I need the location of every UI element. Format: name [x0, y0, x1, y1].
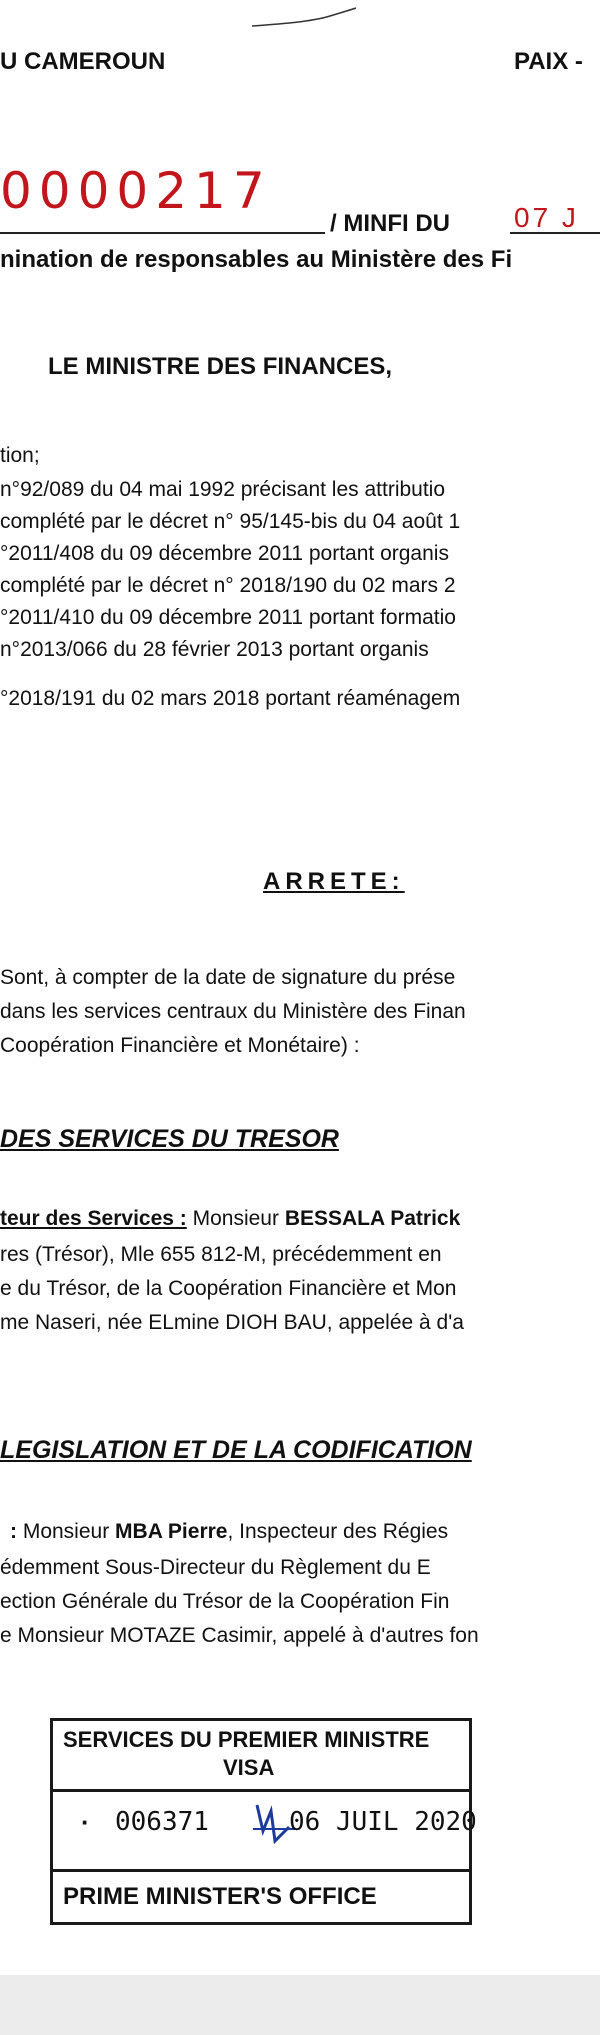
visa-line: complété par le décret n° 2018/190 du 02 mars 2 — [0, 574, 456, 597]
intro-line: dans les services centraux du Ministère des Finan — [0, 1000, 466, 1023]
minister-title: LE MINISTRE DES FINANCES, — [48, 353, 393, 380]
section1-first-line — [0, 1207, 460, 1231]
visa-line: °2011/408 du 09 décembre 2011 portant organis — [0, 542, 449, 565]
scan-bottom-band — [0, 1975, 600, 2035]
section-title-legislation: LEGISLATION ET DE LA CODIFICATION — [0, 1436, 472, 1464]
stamp-number: 006371 — [115, 1807, 209, 1837]
visa-stamp — [50, 1718, 477, 1925]
intro-line: Sont, à compter de la date de signature du prése — [0, 966, 456, 989]
stamp-header: SERVICES DU PREMIER MINISTRE — [63, 1727, 430, 1752]
stamp-divider — [53, 1869, 469, 1872]
section2-monsieur: Monsieur — [17, 1520, 116, 1543]
reference-ministry: / MINFI DU — [330, 210, 450, 237]
reference-date: 07 J — [514, 202, 579, 233]
section2-line: e Monsieur MOTAZE Casimir, appelé à d'autres fon — [0, 1624, 479, 1647]
reference-number: 0000217 — [0, 162, 272, 220]
visa-line: °2018/191 du 02 mars 2018 portant réaménagem — [0, 687, 461, 710]
visa-line: complété par le décret n° 95/145-bis du 04 août 1 — [0, 510, 461, 533]
section1-line: res (Trésor), Mle 655 812-M, précédemment en — [0, 1243, 442, 1266]
section-title-tresor: DES SERVICES DU TRESOR — [0, 1125, 339, 1153]
section2-first-line — [0, 1520, 448, 1544]
intro-line: Coopération Financière et Monétaire) : — [0, 1034, 360, 1057]
stamp-date: 06 JUIL 2020 — [289, 1807, 477, 1837]
reference-underline — [0, 232, 325, 234]
stamp-visa: VISA — [223, 1755, 275, 1780]
section1-line: e du Trésor, de la Coopération Financière et Mon — [0, 1277, 457, 1300]
stamp-dot: · — [81, 1807, 90, 1837]
stamp-footer: PRIME MINISTER'S OFFICE — [63, 1883, 377, 1910]
visa-line: °2011/410 du 09 décembre 2011 portant formatio — [0, 606, 456, 629]
section2-line: édemment Sous-Directeur du Règlement du E — [0, 1556, 431, 1579]
section2-label: : — [10, 1520, 17, 1543]
arrete-heading: ARRETE: — [263, 868, 405, 895]
header-country: U CAMEROUN — [0, 48, 166, 75]
visa-line: n°92/089 du 04 mai 1992 précisant les attributio — [0, 478, 446, 501]
document-subject: nination de responsables au Ministère des Fi — [0, 246, 513, 273]
section2-line: ection Générale du Trésor de la Coopération Fin — [0, 1590, 450, 1613]
handwritten-scribble — [250, 4, 360, 34]
section2-name: MBA Pierre — [115, 1520, 228, 1543]
section1-label: teur des Services : — [0, 1207, 187, 1230]
stamp-divider — [53, 1789, 469, 1792]
visa-line: n°2013/066 du 28 février 2013 portant organis — [0, 638, 429, 661]
section1-name: BESSALA Patrick — [284, 1207, 461, 1230]
section2-role: , Inspecteur des Régies — [227, 1520, 449, 1543]
visa-line: tion; — [0, 444, 40, 467]
header-motto: PAIX - — [514, 48, 583, 75]
section1-monsieur: Monsieur — [186, 1207, 285, 1230]
section1-line: me Naseri, née ELmine DIOH BAU, appelée à d'a — [0, 1311, 464, 1334]
